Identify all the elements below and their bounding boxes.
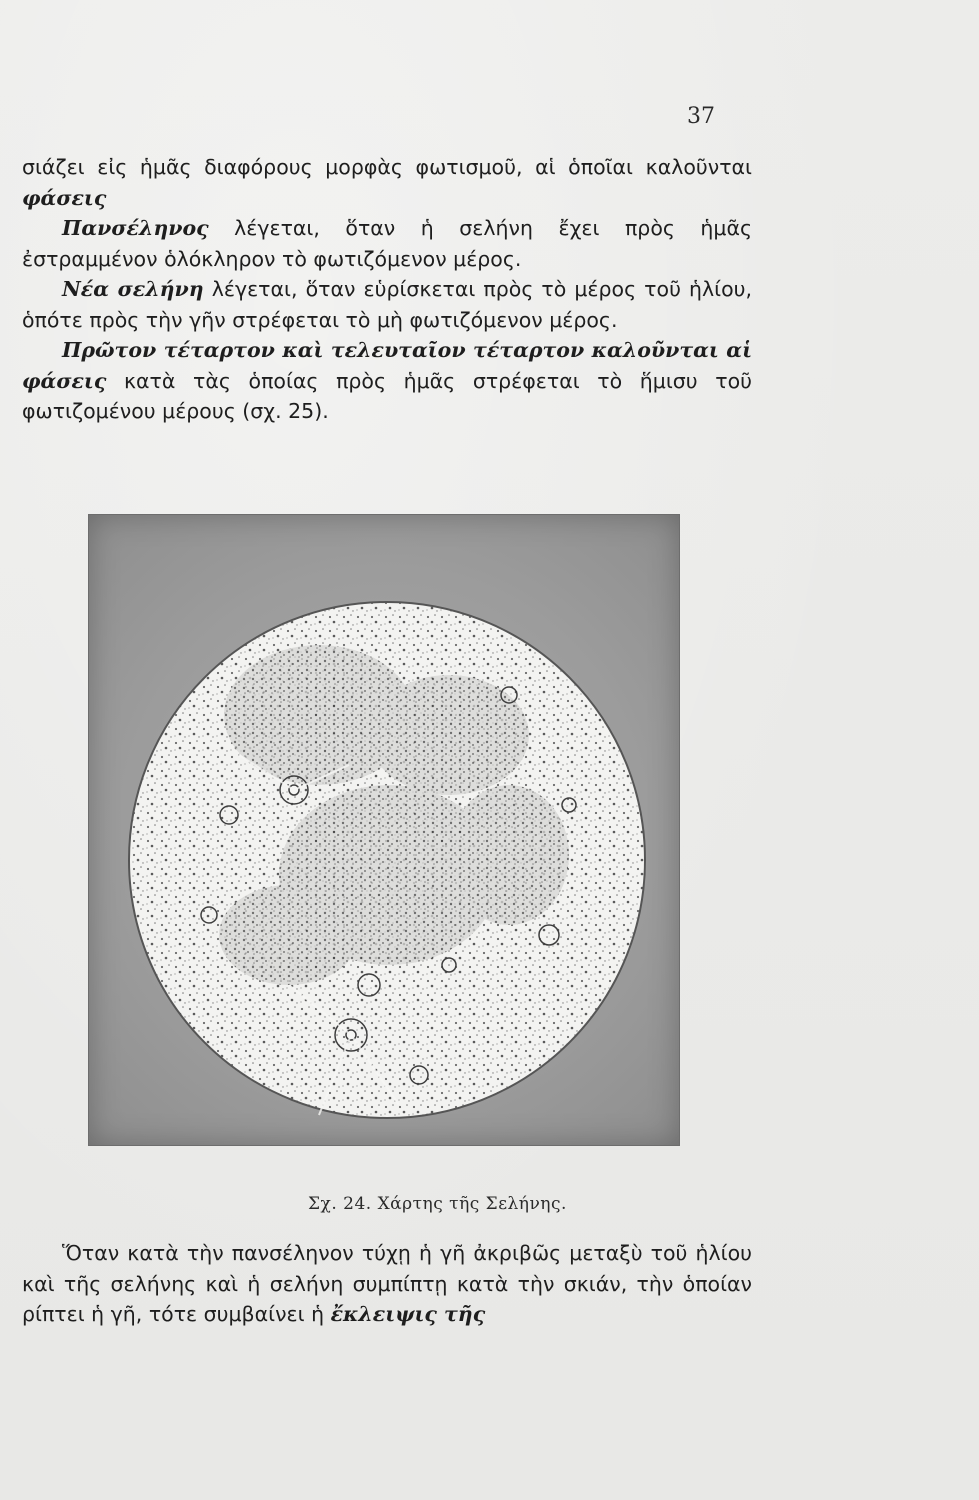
paragraph-text: λέγεται, ὅταν εὑρίσκεται πρὸς τὸ μέρος τοῦ ἡλίου, ὁπότε πρὸς τὴν γῆν στρέφεται τὸ μὴ φωτιζόμενον μέρος. bbox=[22, 277, 752, 332]
top-text-block bbox=[22, 152, 752, 427]
paragraph-quarters bbox=[22, 335, 752, 427]
paragraph-text: σιάζει εἰς ἡμᾶς διαφόρους μορφὰς φωτισμοῦ, αἱ ὁποῖαι καλοῦνται bbox=[22, 155, 752, 179]
page-number: 37 bbox=[687, 104, 715, 129]
paragraph-text: λέγεται, ὅταν ἡ σελήνη ἔχει πρὸς ἡμᾶς ἐστραμμένον ὁλόκληρον τὸ φωτιζόμενον μέρος. bbox=[22, 216, 752, 271]
term-full-moon: Πανσέληνος bbox=[62, 216, 209, 240]
paragraph-eclipse bbox=[22, 1238, 752, 1330]
paragraph-phases-intro bbox=[22, 152, 752, 213]
paragraph-text: κατὰ τὰς ὁποίας πρὸς ἡμᾶς στρέφεται τὸ ἥμισυ τοῦ φωτιζομένου μέρους (σχ. 25). bbox=[22, 368, 752, 423]
term-new-moon: Νέα σελήνη bbox=[62, 277, 204, 301]
term-quarters: Πρῶτον τέταρτον καὶ τελευταῖον τέταρτον καλοῦνται αἱ φάσεις bbox=[22, 338, 752, 393]
paragraph-new-moon bbox=[22, 274, 752, 335]
figure-caption: Σχ. 24. Χάρτης τῆς Σελήνης. bbox=[308, 1194, 567, 1214]
term-eclipse: ἔκλειψις τῆς bbox=[330, 1302, 486, 1326]
paragraph-full-moon bbox=[22, 213, 752, 274]
paragraph-text: Ὅταν κατὰ τὴν πανσέληνον τύχῃ ἡ γῆ ἀκριβῶς μεταξὺ τοῦ ἡλίου καὶ τῆς σελήνης καὶ ἡ σελήνη συμπίπτῃ κατὰ τὴν σκιάν, τὴν ὁποίαν ρίπτει ἡ γῆ, τότε συμβαίνει ἡ bbox=[22, 1241, 752, 1326]
moon-map-figure bbox=[88, 514, 680, 1146]
bottom-text-block bbox=[22, 1238, 752, 1330]
term-phases: φάσεις bbox=[22, 185, 107, 210]
moon-map-illustration bbox=[89, 515, 679, 1145]
